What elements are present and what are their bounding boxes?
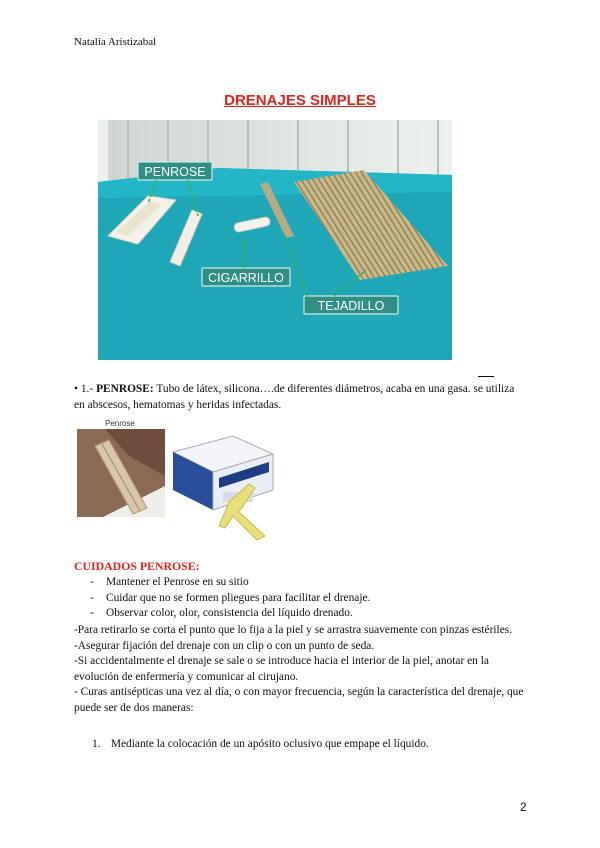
page-number: 2 xyxy=(520,800,527,814)
author-header: Natalia Aristizabal xyxy=(74,36,157,48)
label-cigarrillo: CIGARRILLO xyxy=(208,271,284,285)
numbered-list xyxy=(92,738,429,750)
cuidados-list xyxy=(86,575,370,622)
list-item: - Cuidar que no se formen pliegues para facilitar el drenaje. xyxy=(90,591,371,604)
label-penrose: PENROSE xyxy=(144,165,206,179)
separator-dash xyxy=(478,376,494,377)
term-penrose: PENROSE: xyxy=(96,383,154,395)
list-item: - Mantener el Penrose en su sitio xyxy=(90,576,249,588)
numbered-item-number: 1. xyxy=(92,738,101,750)
list-item: - Observar color, olor, consistencia del líquido drenado. xyxy=(90,607,353,619)
cuidados-body xyxy=(74,623,524,716)
paragraph: -Si accidentalmente el drenaje se sale o se introduce hacia el interior de la piel, anotar en la evolución de enfermería y comunicar al cirujano. xyxy=(74,655,489,683)
item-number: 1.- xyxy=(80,383,94,395)
paragraph: - Curas antisépticas una vez al día, o con mayor frecuencia, según la característica del drenaje, que puede ser de dos maneras: xyxy=(74,686,524,714)
page-title: DRENAJES SIMPLES xyxy=(224,92,376,109)
bullet: • xyxy=(74,383,78,395)
drain-box-photo xyxy=(169,432,277,542)
penrose-photo-caption: Penrose xyxy=(105,419,135,428)
drains-photo xyxy=(98,120,452,360)
penrose-description xyxy=(74,381,524,413)
cuidados-title: CUIDADOS PENROSE: xyxy=(74,559,200,573)
paragraph: -Asegurar fijación del drenaje con un clip o con un punto de seda. xyxy=(74,639,375,652)
penrose-text: Tubo de látex, silicona….de diferentes diámetros, acaba en una gasa. se utiliza en abscesos, hematomas y heridas infectadas. xyxy=(74,383,515,411)
paragraph: -Para retirarlo se corta el punto que lo fija a la piel y se arrastra suavemente con pinzas estériles. xyxy=(74,624,513,636)
label-tejadillo: TEJADILLO xyxy=(317,299,385,313)
numbered-item-text: Mediante la colocación de un apósito oclusivo que empape el líquido. xyxy=(110,738,429,750)
penrose-photo xyxy=(75,416,167,519)
